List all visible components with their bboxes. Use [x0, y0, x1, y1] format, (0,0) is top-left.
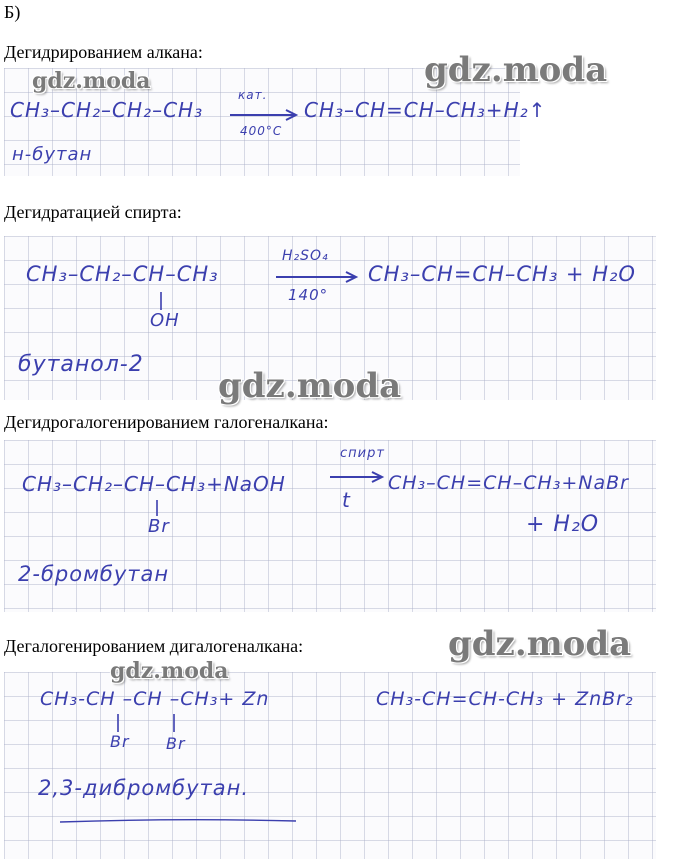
- handwritten-panel-dehalogenation: [4, 672, 656, 859]
- reaction-arrow-icon: [274, 270, 360, 284]
- substituent-group-2: Br: [166, 734, 186, 753]
- section-title-dehydration: Дегидратацией спирта:: [4, 202, 182, 222]
- product-formula: CH₃–CH=CH–CH₃+NaBr: [388, 472, 629, 494]
- reaction-condition-top: спирт: [340, 446, 385, 461]
- compound-name: бутанол-2: [18, 352, 144, 377]
- underline-stroke-icon: [58, 816, 298, 826]
- compound-name: 2-бромбутан: [18, 562, 170, 586]
- product-formula: CH₃-CH=CH-CH₃ + ZnBr₂: [376, 688, 634, 710]
- bond-line-icon: [156, 290, 166, 312]
- reaction-condition-bottom: t: [342, 488, 351, 512]
- product-formula: CH₃–CH=CH–CH₃+H₂↑: [304, 98, 547, 122]
- reactant-formula: CH₃–CH₂–CH–CH₃+NaOH: [22, 472, 286, 496]
- compound-name: 2,3-дибромбутан.: [38, 776, 249, 800]
- reaction-condition-bottom: 140°: [288, 286, 329, 304]
- watermark-logo: gdz.moda: [218, 366, 402, 406]
- section-title-dehydrohalogenation: Дегидрогалогенированием галогеналкана:: [4, 412, 329, 432]
- watermark-logo: gdz.moda: [32, 68, 151, 94]
- reaction-condition-top: кат.: [238, 88, 268, 102]
- reaction-arrow-icon: [228, 108, 300, 122]
- substituent-group-1: Br: [110, 732, 130, 751]
- product-formula: CH₃–CH=CH–CH₃ + H₂O: [368, 262, 636, 286]
- reactant-formula: CH₃–CH₂–CH–CH₃: [26, 262, 219, 286]
- section-letter: Б): [4, 2, 21, 22]
- handwritten-panel-dehydrohalogenation: [4, 440, 656, 612]
- watermark-logo: gdz.moda: [424, 50, 608, 90]
- bond-line-icon: [152, 498, 162, 518]
- reactant-formula: CH₃-CH –CH –CH₃+ Zn: [40, 688, 270, 710]
- reaction-condition-bottom: 400°C: [240, 124, 283, 138]
- reaction-arrow-icon: [328, 470, 386, 484]
- reaction-condition-top: H₂SO₄: [282, 248, 329, 264]
- compound-name: н-бутан: [12, 144, 93, 165]
- reactant-formula: CH₃–CH₂–CH₂–CH₃: [10, 98, 204, 122]
- substituent-group: Br: [148, 516, 170, 537]
- section-title-dehalogenation: Дегалогенированием дигалогеналкана:: [4, 636, 304, 656]
- substituent-group: OH: [150, 310, 180, 331]
- watermark-logo: gdz.moda: [110, 658, 229, 684]
- watermark-logo: gdz.moda: [448, 624, 632, 664]
- bond-lines-icon: [110, 712, 190, 734]
- product-formula-line2: + H₂O: [526, 512, 600, 537]
- section-title-dehydrogenation: Дегидрированием алкана:: [4, 42, 203, 62]
